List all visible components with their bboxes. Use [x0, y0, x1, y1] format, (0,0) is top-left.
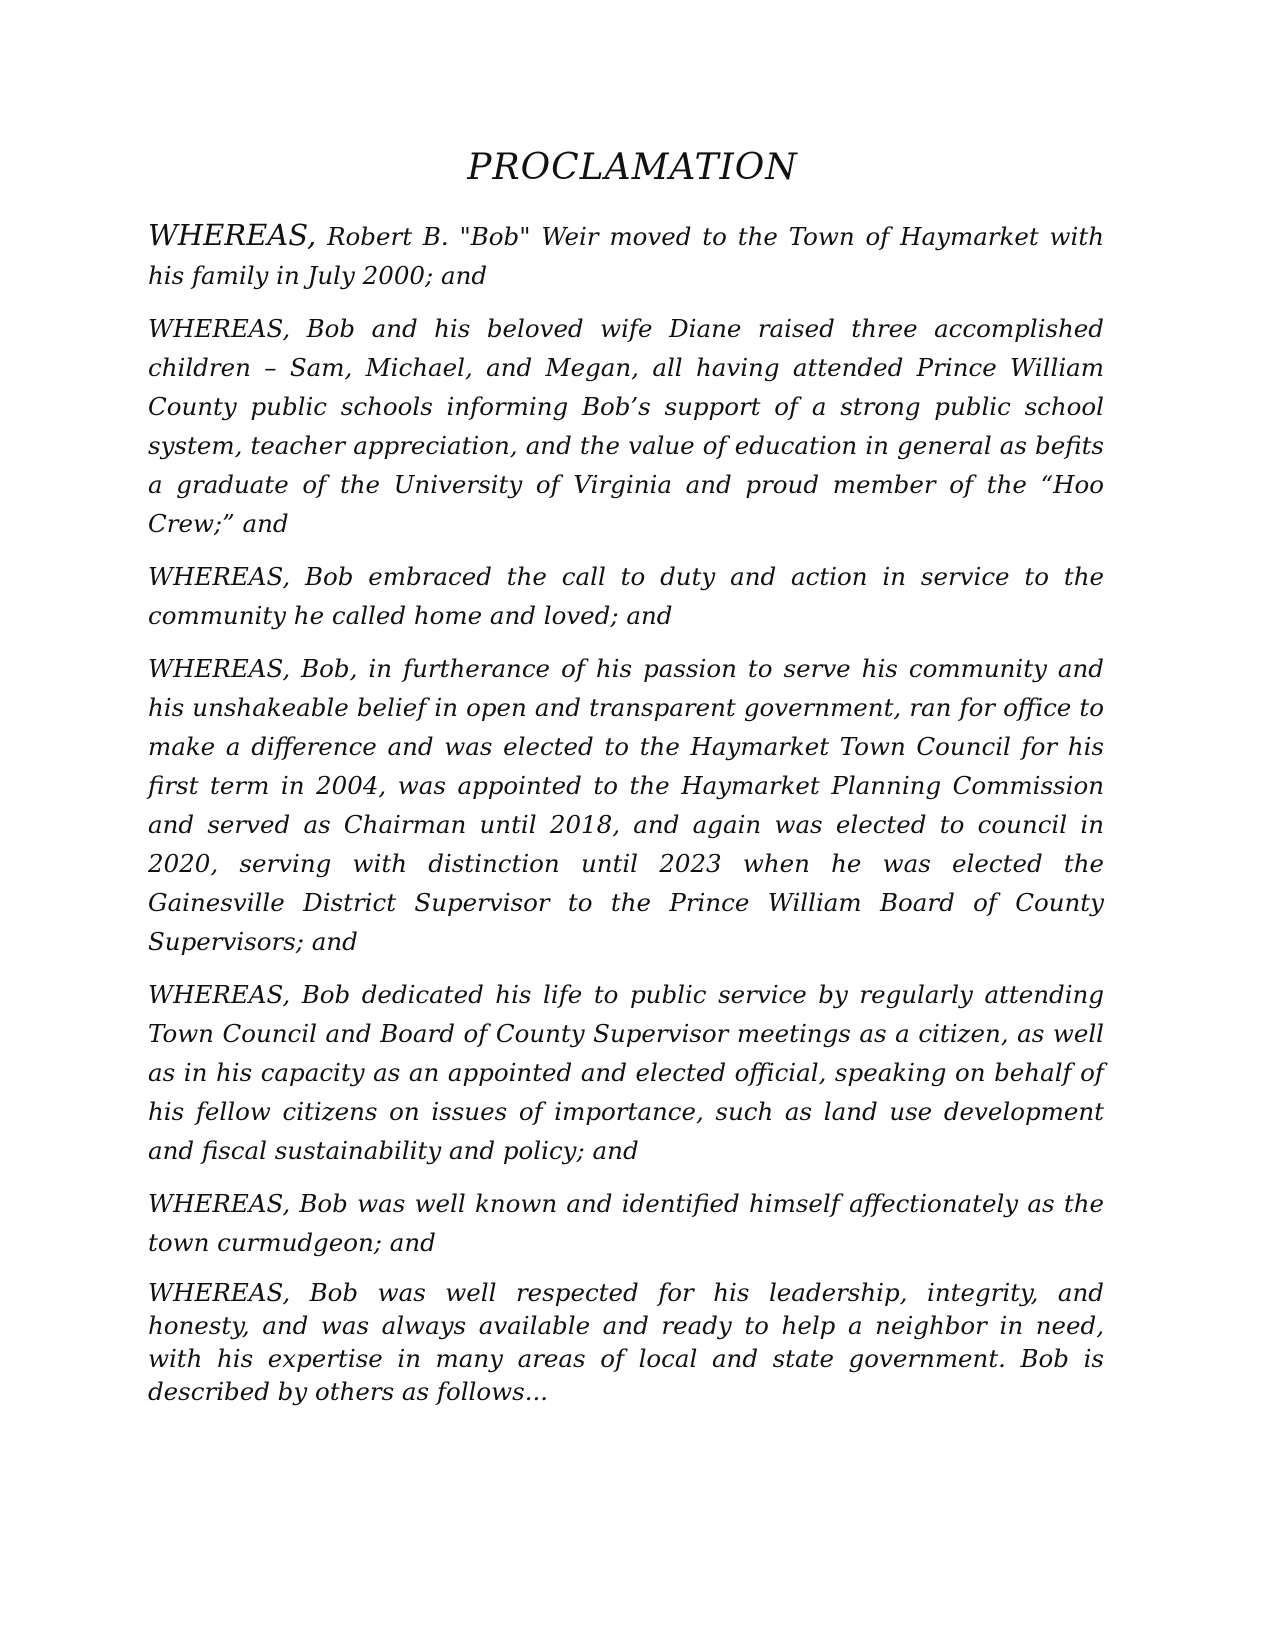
whereas-lead: WHEREAS, — [148, 1189, 291, 1218]
page-title: PROCLAMATION — [467, 147, 798, 188]
paragraph-text: Bob and his beloved wife Diane raised three accomplished children – Sam, Michael, and Megan, all having attended Prince William County public schools informing Bob’s support of a strong public school system, teacher appreciation, and the value of education in general as befits a graduate of the University of Virginia and proud member of the “Hoo Crew;” and — [148, 314, 1104, 538]
whereas-lead: WHEREAS, — [148, 980, 291, 1009]
whereas-lead: WHEREAS, — [148, 314, 291, 343]
whereas-lead: WHEREAS, — [148, 654, 291, 683]
paragraph-text: Bob was well known and identified himself affectionately as the town curmudgeon; and — [148, 1189, 1104, 1257]
paragraph-text: Bob was well respected for his leadership, integrity, and honesty, and was always available and ready to help a neighbor in need, with his expertise in many areas of local and state government. Bob is described by others as follows... — [148, 1278, 1104, 1406]
whereas-paragraph — [148, 975, 1104, 1170]
paragraph-text: Bob, in furtherance of his passion to serve his community and his unshakeable belief in open and transparent government, ran for office to make a difference and was elected to the Haymarket Town Council for his first term in 2004, was appointed to the Haymarket Planning Commission and served as Chairman until 2018, and again was elected to council in 2020, serving with distinction until 2023 when he was elected the Gainesville District Supervisor to the Prince William Board of County Supervisors; and — [148, 654, 1104, 956]
paragraph-text: Bob dedicated his life to public service by regularly attending Town Council and Board of County Supervisor meetings as a citizen, as well as in his capacity as an appointed and elected official, speaking on behalf of his fellow citizens on issues of importance, such as land use development and fiscal sustainability and policy; and — [148, 980, 1104, 1165]
paragraph-text: Robert B. "Bob" Weir moved to the Town of Haymarket with his family in July 2000; and — [148, 222, 1104, 290]
whereas-paragraph — [148, 309, 1104, 543]
whereas-paragraph — [148, 557, 1104, 635]
whereas-paragraph — [148, 1184, 1104, 1262]
proclamation-body — [148, 216, 1104, 1408]
whereas-paragraph — [148, 649, 1104, 961]
whereas-lead: WHEREAS, — [148, 562, 291, 591]
whereas-paragraph — [148, 1276, 1104, 1408]
whereas-paragraph — [148, 216, 1104, 295]
paragraph-text: Bob embraced the call to duty and action in service to the community he called home and loved; and — [148, 562, 1104, 630]
whereas-lead: WHEREAS, — [148, 218, 317, 252]
whereas-lead: WHEREAS, — [148, 1278, 291, 1307]
